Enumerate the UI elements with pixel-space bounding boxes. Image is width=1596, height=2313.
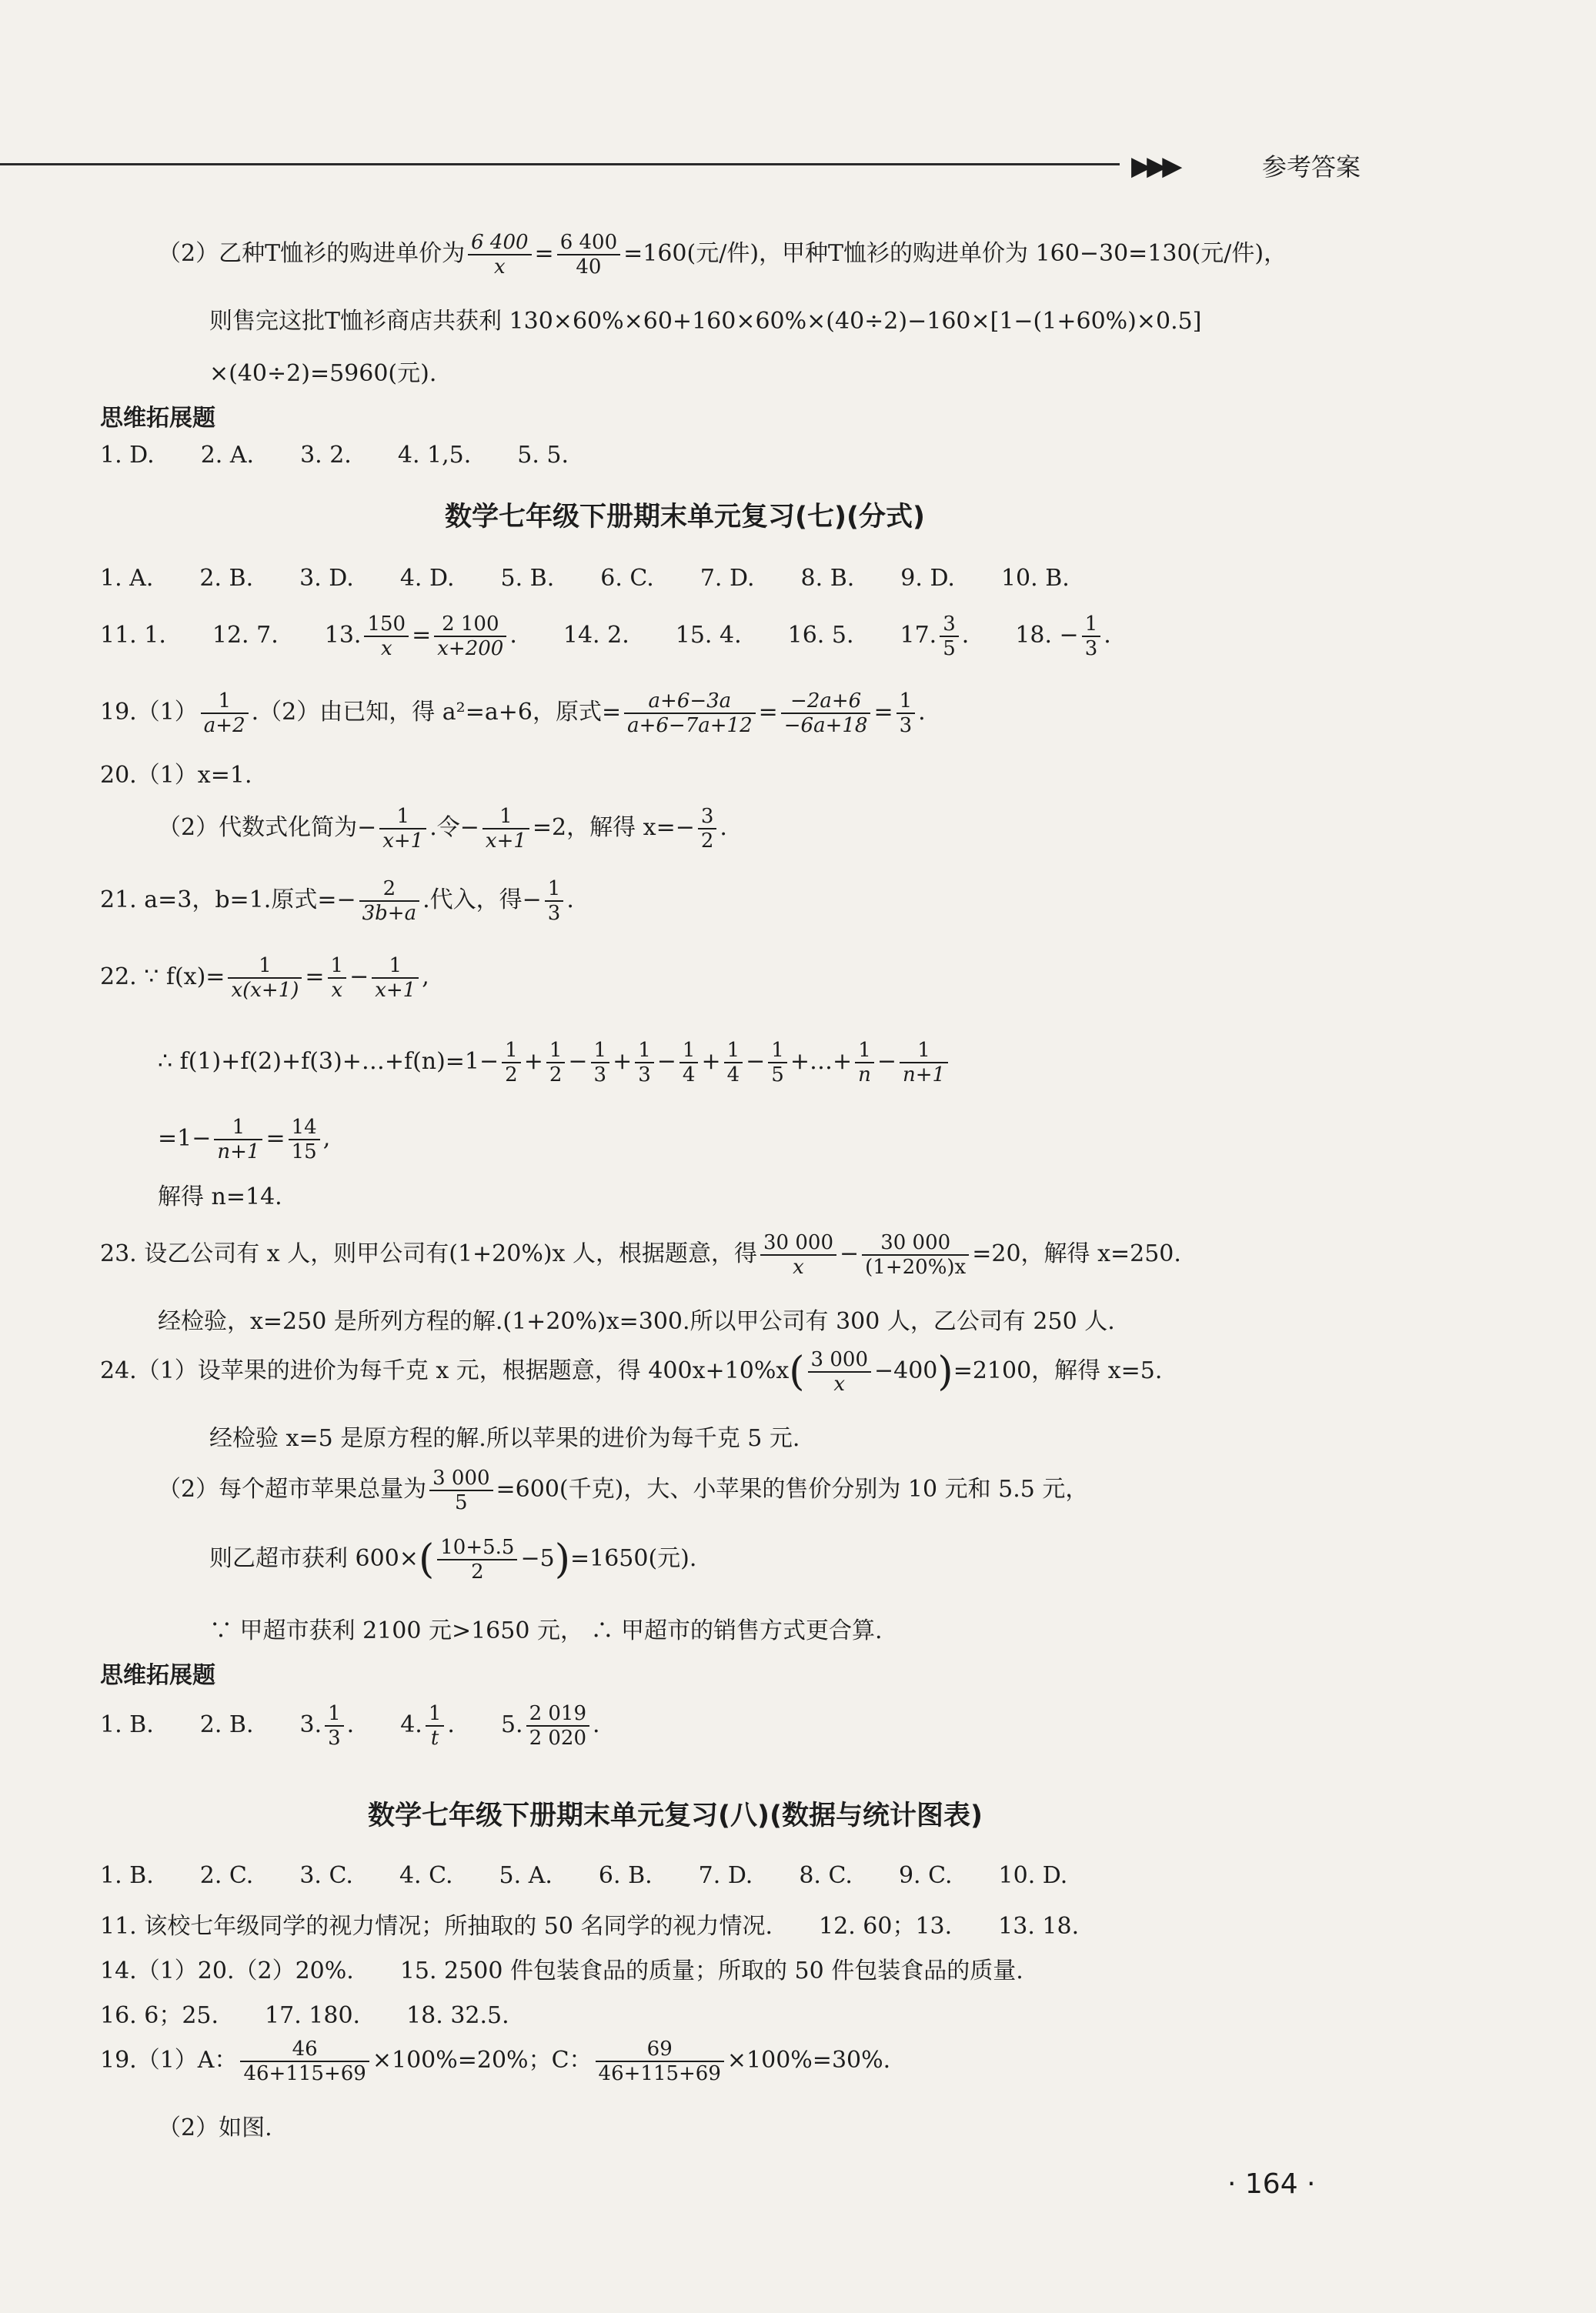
section7-q23-line1: 23. 设乙公司有 x 人，则甲公司有(1+20%)x 人，根据题意，得 $\frac{30 000}{x}$ − $\frac{30 000}{(1+20\%)x}$ =20，解得 x=250. xyxy=(100,1231,1181,1279)
section7-q24-line4: 则乙超市获利 600×( $\frac{10+5.5}{2}$ −5)=1650(元). xyxy=(209,1536,697,1584)
thinking2-title: 思维拓展题 xyxy=(100,1662,215,1689)
section7-q20-1: 20.（1）x=1. xyxy=(100,762,252,789)
fraction: $\frac{6 400}{40}$ xyxy=(557,231,620,279)
section7-q19: 19.（1） $\frac{1}{a+2}$ .（2）由已知，得 a²=a+6，原式= $\frac{a+6-3a}{a+6-7a+12}$ = $\frac{-2a+6}{-6a+18}$ = $\frac{1}{3}$ . xyxy=(100,689,926,737)
section7-q22-line1: 22. ∵ f(x)= $\frac{1}{x(x+1)}$ = $\frac{1}{x}$ − $\frac{1}{x+1}$ , xyxy=(100,954,429,1002)
page-number: · 164 · xyxy=(1227,2168,1316,2200)
block1-line2: 则售完这批T恤衫商店共获利 130×60%×60+160×60%×(40÷2)−160×[1−(1+60%)×0.5] xyxy=(209,308,1202,335)
section8-q19-2: （2）如图. xyxy=(158,2114,272,2141)
header-arrows-icon: ▶▶▶ xyxy=(1131,151,1178,182)
thinking2-answers: 1. B. 2. B. 3. $\frac{1}{3}$ . 4. $\frac{1}{t}$ . 5. $\frac{2 019}{2 020}$ . xyxy=(100,1702,600,1750)
section7-q22-line3: =1− $\frac{1}{n+1}$ = $\frac{14}{15}$ , xyxy=(158,1116,331,1163)
fraction: $\frac{6 400}{x}$ xyxy=(468,231,531,279)
section7-q21: 21. a=3，b=1.原式=− $\frac{2}{3b+a}$ .代入，得− $\frac{1}{3}$ . xyxy=(100,877,574,925)
section7-q23-line2: 经检验，x=250 是所列方程的解.(1+20%)x=300.所以甲公司有 300 人，乙公司有 250 人. xyxy=(158,1308,1115,1335)
thinking1-answers: 1. D. 2. A. 3. 2. 4. 1,5. 5. 5. xyxy=(100,442,569,469)
section7-row2: 11. 1. 12. 7. 13. $\frac{150}{x}$ = $\frac{2 100}{x+200}$ . 14. 2. 15. 4. 16. 5. 17. $\frac{3}{5}$ . 18. − $\frac{1}{3}$ . xyxy=(100,612,1111,660)
section7-q24-line2: 经检验 x=5 是原方程的解.所以苹果的进价为每千克 5 元. xyxy=(209,1425,800,1452)
section8-row4: 16. 6；25. 17. 180. 18. 32.5. xyxy=(100,2002,509,2029)
section8-q19: 19.（1）A： $\frac{46}{46+115+69}$ ×100%=20%；C： $\frac{69}{46+115+69}$ ×100%=30%. xyxy=(100,2038,891,2085)
block1-line3: ×(40÷2)=5960(元). xyxy=(209,360,437,387)
section7-q24-line5: ∵ 甲超市获利 2100 元>1650 元， ∴ 甲超市的销售方式更合算. xyxy=(209,1617,883,1644)
section8-row3: 14.（1）20.（2）20%. 15. 2500 件包装食品的质量；所取的 50 件包装食品的质量. xyxy=(100,1958,1023,1984)
section7-row1: 1. A. 2. B. 3. D. 4. D. 5. B. 6. C. 7. D. 8. B. 9. D. 10. B. xyxy=(100,565,1070,592)
header-title: 参考答案 xyxy=(1262,152,1361,182)
section7-q22-line4: 解得 n=14. xyxy=(158,1183,282,1210)
section7-q24-line3: （2）每个超市苹果总量为 $\frac{3 000}{5}$ =600(千克)，大、小苹果的售价分别为 10 元和 5.5 元， xyxy=(158,1467,1089,1514)
header-rule xyxy=(0,163,1120,165)
section8-row1: 1. B. 2. C. 3. C. 4. C. 5. A. 6. B. 7. D. 8. C. 9. C. 10. D. xyxy=(100,1862,1068,1889)
thinking1-title: 思维拓展题 xyxy=(100,405,215,432)
section7-q24-line1: 24.（1）设苹果的进价为每千克 x 元，根据题意，得 400x+10%x( $\frac{3 000}{x}$ −400)=2100，解得 x=5. xyxy=(100,1348,1163,1396)
section7-q22-line2: ∴ f(1)+f(2)+f(3)+…+f(n)=1− $\frac{1}{2}$ + $\frac{1}{2}$ − $\frac{1}{3}$ + $\frac{1}{3}$ − $\frac{1}{4}$ + $\frac{1}{4}$ − $\frac{1}{5}$ +…+ $\frac{1}{n}$ − $\frac{1}{n+1}$ xyxy=(158,1039,951,1086)
section8-title: 数学七年级下册期末单元复习(八)(数据与统计图表) xyxy=(368,1801,983,1831)
section7-title: 数学七年级下册期末单元复习(七)(分式) xyxy=(445,502,925,532)
block1-line1: （2）乙种T恤衫的购进单价为 $\frac{6 400}{x}$ = $\frac{6 400}{40}$ =160(元/件)，甲种T恤衫的购进单价为 160−30=130(元/件)， xyxy=(158,231,1287,279)
section8-row2: 11. 该校七年级同学的视力情况；所抽取的 50 名同学的视力情况. 12. 60；13. 13. 18. xyxy=(100,1913,1080,1940)
section7-q20-2: （2）代数式化简为− $\frac{1}{x+1}$ .令− $\frac{1}{x+1}$ =2，解得 x=− $\frac{3}{2}$ . xyxy=(158,805,727,853)
